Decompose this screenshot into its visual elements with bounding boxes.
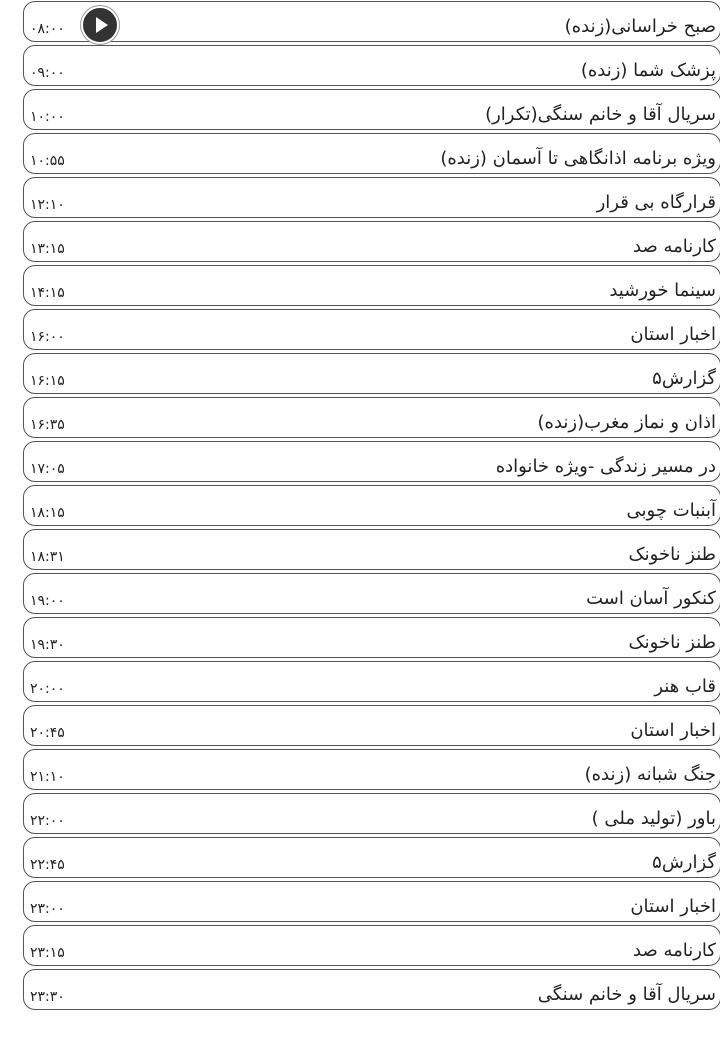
program-title: در مسیر زندگی -ویژه خانواده: [495, 456, 716, 477]
program-title: باور (تولید ملی ): [591, 808, 716, 829]
play-icon[interactable]: [81, 6, 119, 44]
program-row[interactable]: [23, 705, 720, 746]
program-row[interactable]: [23, 133, 720, 174]
program-row[interactable]: [23, 177, 720, 218]
program-title: قرارگاه بی قرار: [596, 192, 716, 213]
program-title: طنز ناخونک: [628, 632, 716, 653]
program-row[interactable]: [23, 45, 720, 86]
program-time: ۱۸:۳۱: [30, 549, 65, 565]
program-title: جنگ شبانه (زنده): [584, 764, 716, 785]
program-time: ۰۹:۰۰: [30, 65, 65, 81]
program-row[interactable]: [23, 661, 720, 702]
program-row[interactable]: [23, 881, 720, 922]
program-title: آبنبات چوبی: [626, 500, 716, 521]
program-title: قاب هنر: [654, 676, 716, 697]
program-title: سریال آقا و خانم سنگی: [537, 984, 716, 1005]
program-row[interactable]: [23, 309, 720, 350]
program-row[interactable]: [23, 353, 720, 394]
program-title: پزشک شما (زنده): [580, 60, 716, 81]
program-schedule: [23, 1, 720, 1013]
program-time: ۱۲:۱۰: [30, 197, 65, 213]
program-time: ۲۳:۳۰: [30, 989, 65, 1005]
program-row[interactable]: [23, 265, 720, 306]
program-time: ۱۸:۱۵: [30, 505, 65, 521]
program-title: کنکور آسان است: [586, 588, 716, 609]
program-row[interactable]: [23, 749, 720, 790]
program-time: ۲۳:۱۵: [30, 945, 65, 961]
program-time: ۲۰:۴۵: [30, 725, 65, 741]
program-title: سریال آقا و خانم سنگی(تکرار): [485, 104, 716, 125]
program-time: ۱۷:۰۵: [30, 461, 65, 477]
program-title: گزارش۵: [652, 852, 716, 873]
program-row-live[interactable]: [23, 1, 720, 42]
program-title: سینما خورشید: [609, 280, 716, 301]
program-time: ۱۳:۱۵: [30, 241, 65, 257]
program-title: گزارش۵: [652, 368, 716, 389]
program-time: ۰۸:۰۰: [30, 21, 65, 37]
program-time: ۱۰:۵۵: [30, 153, 65, 169]
program-row[interactable]: [23, 89, 720, 130]
program-time: ۱۹:۰۰: [30, 593, 65, 609]
program-title: کارنامه صد: [633, 236, 716, 257]
program-title: کارنامه صد: [633, 940, 716, 961]
program-row[interactable]: [23, 485, 720, 526]
program-time: ۲۱:۱۰: [30, 769, 65, 785]
program-row[interactable]: [23, 573, 720, 614]
program-time: ۱۶:۰۰: [30, 329, 65, 345]
program-title: اذان و نماز مغرب(زنده): [537, 412, 716, 433]
program-time: ۱۶:۳۵: [30, 417, 65, 433]
program-time: ۱۹:۳۰: [30, 637, 65, 653]
program-row[interactable]: [23, 221, 720, 262]
program-title: طنز ناخونک: [628, 544, 716, 565]
program-title: اخبار استان: [630, 324, 716, 345]
program-time: ۲۰:۰۰: [30, 681, 65, 697]
program-title: اخبار استان: [630, 896, 716, 917]
program-time: ۱۴:۱۵: [30, 285, 65, 301]
program-row[interactable]: [23, 969, 720, 1010]
program-row[interactable]: [23, 837, 720, 878]
program-time: ۲۲:۴۵: [30, 857, 65, 873]
program-time: ۲۲:۰۰: [30, 813, 65, 829]
program-row[interactable]: [23, 793, 720, 834]
program-row[interactable]: [23, 529, 720, 570]
program-title: صبح خراسانی(زنده): [564, 16, 716, 37]
program-time: ۱۶:۱۵: [30, 373, 65, 389]
program-time: ۲۳:۰۰: [30, 901, 65, 917]
program-title: ویژه برنامه اذانگاهی تا آسمان (زنده): [440, 148, 716, 169]
program-time: ۱۰:۰۰: [30, 109, 65, 125]
program-row[interactable]: [23, 441, 720, 482]
program-title: اخبار استان: [630, 720, 716, 741]
program-row[interactable]: [23, 397, 720, 438]
program-row[interactable]: [23, 925, 720, 966]
program-row[interactable]: [23, 617, 720, 658]
